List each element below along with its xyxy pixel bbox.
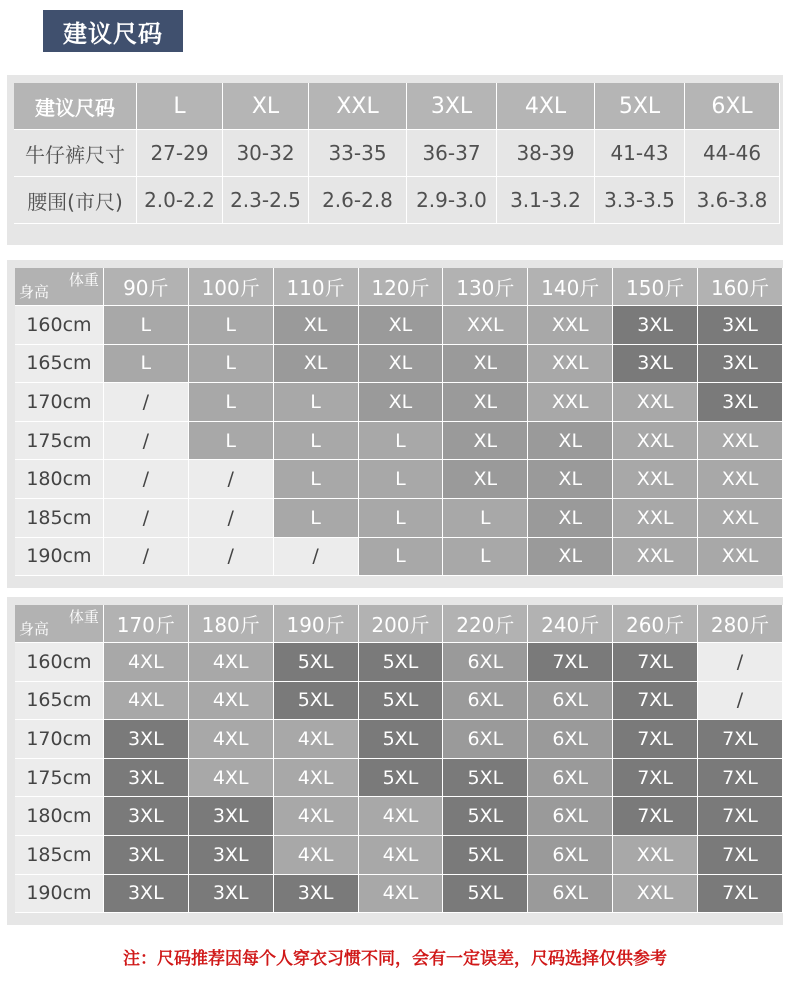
size-cell: 3XL: [698, 345, 783, 384]
size-cell: L: [104, 306, 189, 345]
size-cell: /: [104, 422, 189, 461]
size-cell: L: [189, 345, 274, 384]
size-cell: XXL: [613, 836, 698, 875]
size-cell: 5XL: [359, 720, 444, 759]
size-cell: L: [443, 499, 528, 538]
table-row: [14, 130, 780, 177]
size-cell: XL: [443, 345, 528, 384]
size-cell: 3XL: [104, 759, 189, 798]
size-reference-table: [14, 83, 780, 224]
size-cell: XXL: [528, 383, 613, 422]
size-cell: L: [104, 345, 189, 384]
size-cell: 7XL: [698, 875, 783, 914]
size-cell: 5XL: [359, 682, 444, 721]
size-cell: 3XL: [698, 383, 783, 422]
size-cell: L: [274, 383, 359, 422]
size-cell: 3XL: [104, 836, 189, 875]
header-cell: XL: [223, 83, 309, 130]
size-cell: /: [104, 499, 189, 538]
size-cell: /: [189, 538, 274, 577]
size-cell: 4XL: [189, 720, 274, 759]
size-cell: 3XL: [189, 875, 274, 914]
size-cell: 4XL: [359, 797, 444, 836]
header-cell: 建议尺码: [14, 83, 137, 130]
size-cell: 5XL: [443, 759, 528, 798]
size-cell: 6XL: [443, 682, 528, 721]
size-cell: /: [104, 538, 189, 577]
weight-header-cell: 140斤: [528, 268, 613, 306]
size-chart-table-light: [15, 268, 783, 576]
size-cell: /: [698, 643, 783, 682]
size-cell: 4XL: [274, 759, 359, 798]
weight-header-cell: 120斤: [359, 268, 444, 306]
size-cell: 4XL: [104, 643, 189, 682]
size-cell: L: [443, 538, 528, 577]
table-row: [15, 422, 783, 461]
size-cell: XL: [274, 345, 359, 384]
table-cell: 2.0-2.2: [137, 177, 223, 224]
height-label: 180cm: [15, 460, 104, 499]
height-label: 170cm: [15, 720, 104, 759]
table-row: [15, 759, 783, 798]
size-cell: 7XL: [613, 682, 698, 721]
size-cell: 5XL: [274, 682, 359, 721]
size-cell: 4XL: [189, 759, 274, 798]
header-cell: 6XL: [685, 83, 780, 130]
height-label: 160cm: [15, 643, 104, 682]
corner-height-label: 身高: [19, 620, 50, 638]
size-cell: XL: [359, 383, 444, 422]
size-cell: 5XL: [443, 875, 528, 914]
size-cell: XL: [528, 538, 613, 577]
size-cell: 3XL: [189, 836, 274, 875]
weight-header-cell: 190斤: [274, 605, 359, 643]
weight-header-row: [15, 605, 783, 643]
size-cell: 3XL: [274, 875, 359, 914]
size-cell: L: [359, 460, 444, 499]
weight-header-cell: 260斤: [613, 605, 698, 643]
corner-cell: [15, 268, 104, 306]
size-cell: /: [189, 499, 274, 538]
height-label: 185cm: [15, 836, 104, 875]
size-cell: 6XL: [528, 875, 613, 914]
size-cell: XXL: [613, 499, 698, 538]
height-label: 180cm: [15, 797, 104, 836]
size-cell: XXL: [698, 460, 783, 499]
table-cell: 36-37: [407, 130, 497, 177]
height-label: 160cm: [15, 306, 104, 345]
table-cell: 27-29: [137, 130, 223, 177]
size-cell: XL: [359, 306, 444, 345]
size-cell: 7XL: [613, 720, 698, 759]
size-cell: XL: [528, 499, 613, 538]
table-cell: 3.1-3.2: [497, 177, 595, 224]
height-label: 175cm: [15, 759, 104, 798]
weight-header-cell: 170斤: [104, 605, 189, 643]
size-cell: 3XL: [698, 306, 783, 345]
size-cell: XL: [443, 422, 528, 461]
size-cell: XL: [443, 460, 528, 499]
size-cell: /: [274, 538, 359, 577]
size-cell: 5XL: [443, 836, 528, 875]
size-reference-panel: [7, 75, 783, 245]
size-cell: 3XL: [104, 875, 189, 914]
size-cell: XXL: [613, 538, 698, 577]
table-cell: 44-46: [685, 130, 780, 177]
weight-header-cell: 110斤: [274, 268, 359, 306]
size-cell: 7XL: [698, 759, 783, 798]
table-row: [15, 643, 783, 682]
size-cell: 3XL: [613, 306, 698, 345]
weight-header-cell: 240斤: [528, 605, 613, 643]
row-label: 腰围(市尺): [14, 177, 137, 224]
height-label: 190cm: [15, 875, 104, 914]
size-cell: L: [274, 460, 359, 499]
size-cell: 7XL: [698, 836, 783, 875]
size-cell: 3XL: [104, 720, 189, 759]
corner-weight-label: 体重: [68, 271, 99, 289]
size-cell: XXL: [613, 460, 698, 499]
height-label: 165cm: [15, 345, 104, 384]
weight-header-cell: 90斤: [104, 268, 189, 306]
size-cell: /: [189, 460, 274, 499]
size-cell: XL: [359, 345, 444, 384]
header-cell: 3XL: [407, 83, 497, 130]
size-chart-panel-light: [7, 260, 783, 588]
header-cell: L: [137, 83, 223, 130]
table-cell: 2.3-2.5: [223, 177, 309, 224]
size-cell: 7XL: [698, 797, 783, 836]
size-cell: XL: [274, 306, 359, 345]
table-cell: 41-43: [595, 130, 685, 177]
page-title: 建议尺码: [43, 10, 183, 52]
weight-header-row: [15, 268, 783, 306]
row-label: 牛仔裤尺寸: [14, 130, 137, 177]
height-label: 190cm: [15, 538, 104, 577]
size-cell: 3XL: [189, 797, 274, 836]
table-cell: 3.6-3.8: [685, 177, 780, 224]
table-cell: 30-32: [223, 130, 309, 177]
table-row: [15, 345, 783, 384]
size-cell: 6XL: [528, 682, 613, 721]
weight-header-cell: 160斤: [698, 268, 783, 306]
size-cell: XXL: [613, 422, 698, 461]
size-cell: XXL: [613, 875, 698, 914]
size-cell: 7XL: [613, 797, 698, 836]
size-cell: XXL: [528, 345, 613, 384]
size-cell: 4XL: [274, 797, 359, 836]
table-row: [15, 499, 783, 538]
weight-header-cell: 280斤: [698, 605, 783, 643]
sizing-note: 注：尺码推荐因每个人穿衣习惯不同，会有一定误差，尺码选择仅供参考: [123, 949, 667, 969]
size-cell: 3XL: [104, 797, 189, 836]
corner-height-label: 身高: [19, 283, 50, 301]
table-row: [15, 836, 783, 875]
size-cell: 4XL: [359, 875, 444, 914]
table-row: [15, 682, 783, 721]
size-cell: 6XL: [528, 797, 613, 836]
size-cell: 4XL: [359, 836, 444, 875]
table-row: [15, 875, 783, 914]
size-cell: /: [104, 460, 189, 499]
header-cell: 5XL: [595, 83, 685, 130]
size-cell: 6XL: [443, 720, 528, 759]
size-cell: /: [104, 383, 189, 422]
height-label: 175cm: [15, 422, 104, 461]
height-label: 165cm: [15, 682, 104, 721]
table-row: [15, 383, 783, 422]
table-cell: 33-35: [309, 130, 407, 177]
height-label: 185cm: [15, 499, 104, 538]
size-cell: L: [274, 422, 359, 461]
table-row: [15, 538, 783, 577]
size-cell: XXL: [698, 538, 783, 577]
size-cell: 7XL: [613, 759, 698, 798]
size-cell: XL: [528, 422, 613, 461]
size-cell: 7XL: [698, 720, 783, 759]
size-cell: XXL: [613, 383, 698, 422]
size-cell: 6XL: [528, 720, 613, 759]
size-cell: /: [698, 682, 783, 721]
size-chart-table-heavy: [15, 605, 783, 913]
table-cell: 3.3-3.5: [595, 177, 685, 224]
size-cell: 5XL: [359, 643, 444, 682]
size-cell: L: [359, 422, 444, 461]
weight-header-cell: 100斤: [189, 268, 274, 306]
size-cell: L: [359, 538, 444, 577]
size-reference-header: [14, 83, 780, 130]
size-cell: 4XL: [189, 643, 274, 682]
table-cell: 2.6-2.8: [309, 177, 407, 224]
weight-header-cell: 130斤: [443, 268, 528, 306]
height-label: 170cm: [15, 383, 104, 422]
size-cell: XL: [443, 383, 528, 422]
size-cell: 5XL: [274, 643, 359, 682]
table-cell: 2.9-3.0: [407, 177, 497, 224]
corner-cell: [15, 605, 104, 643]
weight-header-cell: 180斤: [189, 605, 274, 643]
weight-header-cell: 200斤: [359, 605, 444, 643]
size-cell: XL: [528, 460, 613, 499]
size-cell: XXL: [528, 306, 613, 345]
table-row: [15, 460, 783, 499]
size-cell: 4XL: [189, 682, 274, 721]
table-row: [15, 797, 783, 836]
size-cell: 3XL: [613, 345, 698, 384]
size-cell: L: [189, 383, 274, 422]
size-cell: 4XL: [274, 836, 359, 875]
table-row: [15, 306, 783, 345]
size-cell: 7XL: [528, 643, 613, 682]
corner-weight-label: 体重: [68, 608, 99, 626]
size-cell: 7XL: [613, 643, 698, 682]
table-row: [14, 177, 780, 224]
size-chart-panel-heavy: [7, 597, 783, 925]
weight-header-cell: 150斤: [613, 268, 698, 306]
size-cell: 5XL: [443, 797, 528, 836]
size-cell: 4XL: [104, 682, 189, 721]
size-cell: XXL: [443, 306, 528, 345]
table-row: [15, 720, 783, 759]
table-cell: 38-39: [497, 130, 595, 177]
size-cell: 6XL: [443, 643, 528, 682]
size-cell: XXL: [698, 422, 783, 461]
size-cell: L: [274, 499, 359, 538]
size-cell: 6XL: [528, 836, 613, 875]
size-cell: 4XL: [274, 720, 359, 759]
weight-header-cell: 220斤: [443, 605, 528, 643]
size-cell: 6XL: [528, 759, 613, 798]
header-cell: 4XL: [497, 83, 595, 130]
size-cell: L: [189, 422, 274, 461]
size-cell: L: [359, 499, 444, 538]
size-cell: XXL: [698, 499, 783, 538]
size-cell: 5XL: [359, 759, 444, 798]
header-cell: XXL: [309, 83, 407, 130]
size-cell: L: [189, 306, 274, 345]
